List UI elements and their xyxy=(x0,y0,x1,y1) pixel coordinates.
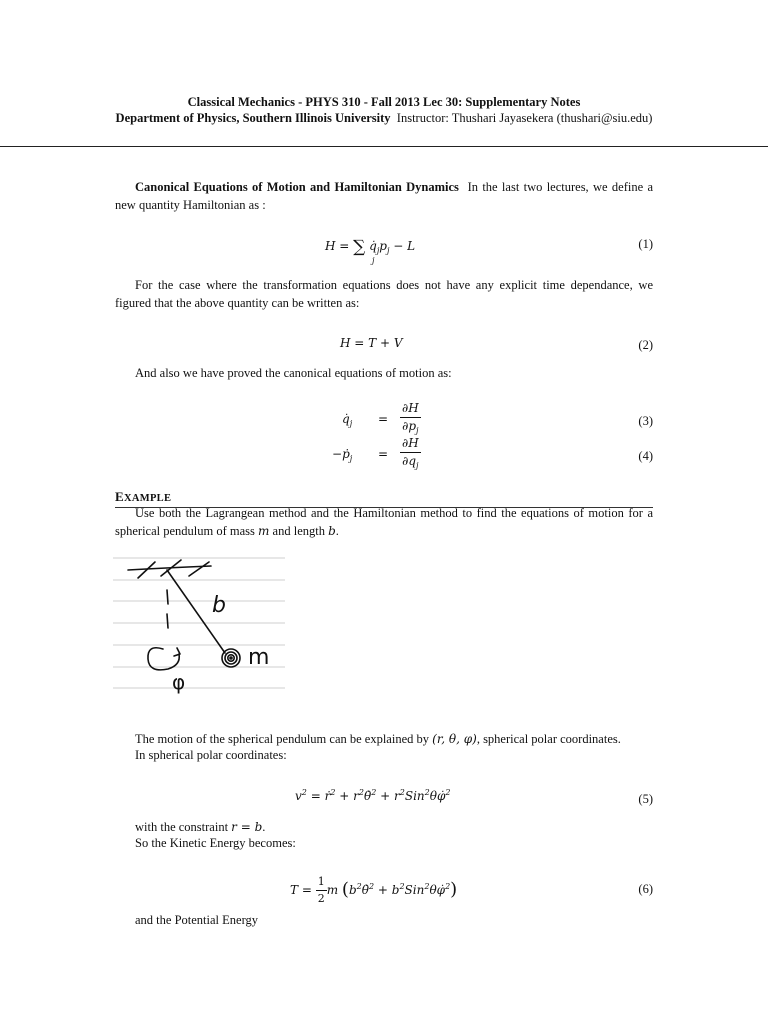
vertical-dash-1 xyxy=(167,590,168,604)
ceiling-hatch xyxy=(138,560,209,578)
example-heading-initial: E xyxy=(115,489,124,504)
equation-4-rhs: $\frac{\partial H}{\partial q_j}$ xyxy=(402,436,419,471)
equation-3-equals: = xyxy=(378,412,389,426)
equation-number-5: (5) xyxy=(638,792,653,806)
equation-5: $v^2$ = ṙ$^2$ + $r^2\thetȧ^2$ + $r^2Sin^2\theta\varphi̇^2$ xyxy=(295,788,451,803)
intro-text: In the last two lectures, we define a new quantity Hamiltonian as : xyxy=(115,180,654,213)
instructor-info: Instructor: Thushari Jayasekera (thushari@siu.edu) xyxy=(396,111,653,125)
example-text-start: Use both the Lagrangean method and the Hamiltonian method to find the equations of motion for a spherical pendulum of mass xyxy=(115,506,653,539)
sketch-length-label: b xyxy=(212,593,226,618)
equation-4-lhs: −ṗ$_j$ xyxy=(332,447,353,463)
header-rule xyxy=(0,146,768,147)
equation-number-1: (1) xyxy=(638,237,653,251)
motion-text-start: The motion of the spherical pendulum can be explained by xyxy=(135,732,430,746)
equation-3-rhs: $\frac{\partial H}{\partial p_j}$ xyxy=(402,401,419,436)
constraint-text-end: . xyxy=(262,820,266,834)
section-heading-canonical: Canonical Equations of Motion and Hamiltonian Dynamics xyxy=(135,180,459,194)
example-paragraph xyxy=(115,504,653,541)
equation-number-6: (6) xyxy=(638,882,653,896)
equation-1: H = ∑ j $q̇_jp_j - L$ xyxy=(325,237,416,265)
equation-4-equals: = xyxy=(378,447,389,461)
paragraph-canonical: And also we have proved the canonical equations of motion as: xyxy=(135,366,452,380)
paragraph-time-independent: For the case where the transformation equations does not have any explicit time dependance, we figured that the above quantity can be written as: xyxy=(115,278,653,311)
document-subtitle xyxy=(0,109,768,127)
potential-energy-text: and the Potential Energy xyxy=(135,913,259,927)
example-heading-rest: XAMPLE xyxy=(123,493,172,504)
kinetic-energy-text: So the Kinetic Energy becomes: xyxy=(135,836,296,850)
equation-2: H = T + V xyxy=(340,336,403,350)
document-title: Classical Mechanics - PHYS 310 - Fall 2013 Lec 30: Supplementary Notes xyxy=(187,95,581,109)
mass-symbol: m xyxy=(258,524,270,539)
intro-paragraph xyxy=(115,178,653,214)
department-name: Department of Physics, Southern Illinois University xyxy=(115,111,391,125)
equation-number-4: (4) xyxy=(638,449,653,463)
constraint-text-start: with the constraint xyxy=(135,820,229,834)
equation-3-lhs: $q̇_j$ xyxy=(342,412,353,428)
example-text-end: . xyxy=(335,524,339,539)
equation-number-2: (2) xyxy=(638,338,653,352)
equation-number-3: (3) xyxy=(638,414,653,428)
pendulum-sketch xyxy=(113,548,285,698)
motion-text-end: , spherical polar coordinates. xyxy=(476,732,621,746)
paragraph-spherical: In spherical polar coordinates: xyxy=(135,748,287,762)
rotation-arrowhead xyxy=(174,648,180,656)
length-symbol: b xyxy=(328,524,336,539)
spherical-coords: (r, θ, φ) xyxy=(432,732,477,746)
example-text-mid: and length xyxy=(272,524,325,539)
sketch-mass-label: m xyxy=(248,645,270,670)
constraint-math: r = b xyxy=(231,820,263,834)
equation-6: T = $\frac{1}{2}$ m ($b^2\thetȧ^2$ + $b^2Sin^2\theta\varphi̇^2$) xyxy=(290,875,458,905)
sketch-angle-label: φ xyxy=(172,670,186,694)
vertical-dash-2 xyxy=(167,614,168,628)
